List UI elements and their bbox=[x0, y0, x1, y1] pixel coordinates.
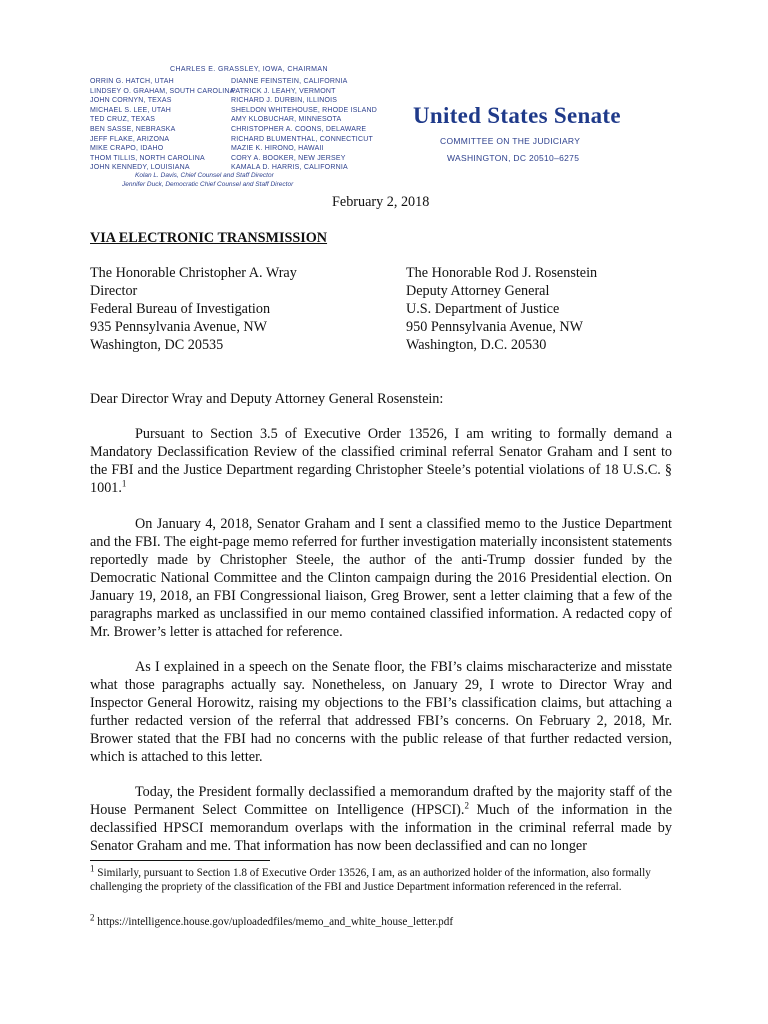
footnote-text: Similarly, pursuant to Section 1.8 of Executive Order 13526, I am, as an authorized holder of the information, also formally challenging the propriety of the classification of the FBI and Justice Department information referenced in the referral. bbox=[90, 867, 651, 893]
footnote-ref: 2 bbox=[464, 800, 469, 811]
committee-address: WASHINGTON, DC 20510–6275 bbox=[447, 153, 580, 163]
paragraph-text: On January 4, 2018, Senator Graham and I sent a classified memo to the Justice Department and the FBI. The eight-page memo referred for further investigation materially inconsistent statements reportedly made by Christopher Steele, the author of the anti-Trump dossier funded by the Democratic National Committee and the Clinton campaign during the 2016 Presidential election. On January 19, 2018, an FBI Congressional liaison, Greg Brower, sent a letter claiming that a few of the paragraphs marked as unclassified in our memo contained classified information. A redacted copy of Mr. Brower’s letter is attached for reference. bbox=[90, 516, 672, 640]
footnote-2 bbox=[90, 912, 674, 929]
member-name: MIKE CRAPO, IDAHO bbox=[90, 145, 164, 153]
member-name: KAMALA D. HARRIS, CALIFORNIA bbox=[231, 164, 348, 172]
address-line: The Honorable Rod J. Rosenstein bbox=[406, 265, 598, 281]
minority-members-list bbox=[231, 77, 377, 173]
committee-name: COMMITTEE ON THE JUDICIARY bbox=[440, 136, 581, 146]
paragraph-4 bbox=[90, 783, 672, 855]
democratic-staff-director-line: Jennifer Duck, Democratic Chief Counsel and Staff Director bbox=[122, 181, 294, 188]
member-name: LINDSEY O. GRAHAM, SOUTH CAROLINA bbox=[90, 87, 235, 95]
paragraph-text: Today, the President formally declassified a memorandum drafted by the majority staff of the House Permanent Select Committee on Intelligence (HPSCI). bbox=[90, 784, 672, 818]
member-name: BEN SASSE, NEBRASKA bbox=[90, 125, 176, 133]
member-name: DIANNE FEINSTEIN, CALIFORNIA bbox=[231, 78, 348, 85]
member-name: ORRIN G. HATCH, UTAH bbox=[90, 78, 174, 85]
paragraph-2 bbox=[90, 515, 672, 641]
address-line: 935 Pennsylvania Avenue, NW bbox=[90, 319, 268, 335]
majority-members-list bbox=[90, 77, 235, 173]
chairman-line: CHARLES E. GRASSLEY, IOWA, CHAIRMAN bbox=[170, 66, 328, 73]
footnote-ref: 1 bbox=[121, 478, 127, 489]
senate-title: United States Senate bbox=[413, 103, 621, 128]
member-name: RICHARD BLUMENTHAL, CONNECTICUT bbox=[231, 135, 373, 143]
member-name: PATRICK J. LEAHY, VERMONT bbox=[231, 87, 336, 95]
footnote-number: 2 bbox=[90, 912, 95, 923]
staff-director-line: Kolan L. Davis, Chief Counsel and Staff Director bbox=[135, 172, 274, 179]
recipient-address-right bbox=[406, 264, 597, 354]
member-name: MAZIE K. HIRONO, HAWAII bbox=[231, 145, 324, 153]
address-line: Director bbox=[90, 283, 138, 299]
paragraph-text: Much of the information in the declassified HPSCI memorandum overlaps with the information in the criminal referral made by Senator Graham and me. That information has now been declassified and can no longer bbox=[90, 802, 672, 854]
member-name: RICHARD J. DURBIN, ILLINOIS bbox=[231, 97, 338, 105]
member-name: TED CRUZ, TEXAS bbox=[90, 116, 156, 124]
member-name: JEFF FLAKE, ARIZONA bbox=[90, 135, 170, 143]
paragraph-3 bbox=[90, 658, 672, 766]
member-name: THOM TILLIS, NORTH CAROLINA bbox=[90, 154, 205, 162]
paragraph-text: Pursuant to Section 3.5 of Executive Order 13526, I am writing to formally demand a Mandatory Declassification Review of the classified criminal referral Senator Graham and I sent to the FBI and the Justice Department regarding Christopher Steele’s potential violations of 18 U.S.C. § 1001. bbox=[90, 426, 672, 496]
recipient-address-left bbox=[90, 264, 297, 354]
footnote-number: 1 bbox=[90, 863, 95, 874]
transmission-heading: VIA ELECTRONIC TRANSMISSION bbox=[90, 230, 328, 246]
footnote-text: https://intelligence.house.gov/uploadedfiles/memo_and_white_house_letter.pdf bbox=[94, 916, 454, 928]
footnote-1 bbox=[90, 863, 674, 894]
address-line: The Honorable Christopher A. Wray bbox=[90, 265, 297, 281]
member-name: JOHN CORNYN, TEXAS bbox=[90, 97, 172, 105]
member-name: JOHN KENNEDY, LOUISIANA bbox=[90, 164, 190, 172]
letter-date: February 2, 2018 bbox=[332, 194, 430, 210]
address-line: Federal Bureau of Investigation bbox=[90, 301, 271, 317]
footnote-divider bbox=[90, 860, 270, 861]
paragraph-1 bbox=[90, 425, 672, 497]
salutation: Dear Director Wray and Deputy Attorney General Rosenstein: bbox=[90, 391, 444, 407]
member-name: MICHAEL S. LEE, UTAH bbox=[90, 106, 172, 114]
address-line: Washington, DC 20535 bbox=[90, 337, 224, 353]
member-name: AMY KLOBUCHAR, MINNESOTA bbox=[231, 116, 342, 124]
member-name: CHRISTOPHER A. COONS, DELAWARE bbox=[231, 125, 367, 133]
member-name: CORY A. BOOKER, NEW JERSEY bbox=[231, 154, 346, 162]
address-line: Deputy Attorney General bbox=[406, 283, 550, 299]
address-line: U.S. Department of Justice bbox=[406, 301, 560, 317]
address-line: Washington, D.C. 20530 bbox=[406, 337, 547, 353]
member-name: SHELDON WHITEHOUSE, RHODE ISLAND bbox=[231, 106, 378, 114]
paragraph-text: As I explained in a speech on the Senate floor, the FBI’s claims mischaracterize and misstate what those paragraphs actually say. Nonetheless, on January 29, I wrote to Director Wray and Inspector General Horowitz, raising my objections to the FBI’s classification claims, but attaching a further redacted version of the referral that addressed FBI’s concerns. On February 2, 2018, Mr. Brower stated that the FBI had no concerns with the public release of that further redacted version, which is attached to this letter. bbox=[90, 659, 672, 765]
address-line: 950 Pennsylvania Avenue, NW bbox=[406, 319, 584, 335]
